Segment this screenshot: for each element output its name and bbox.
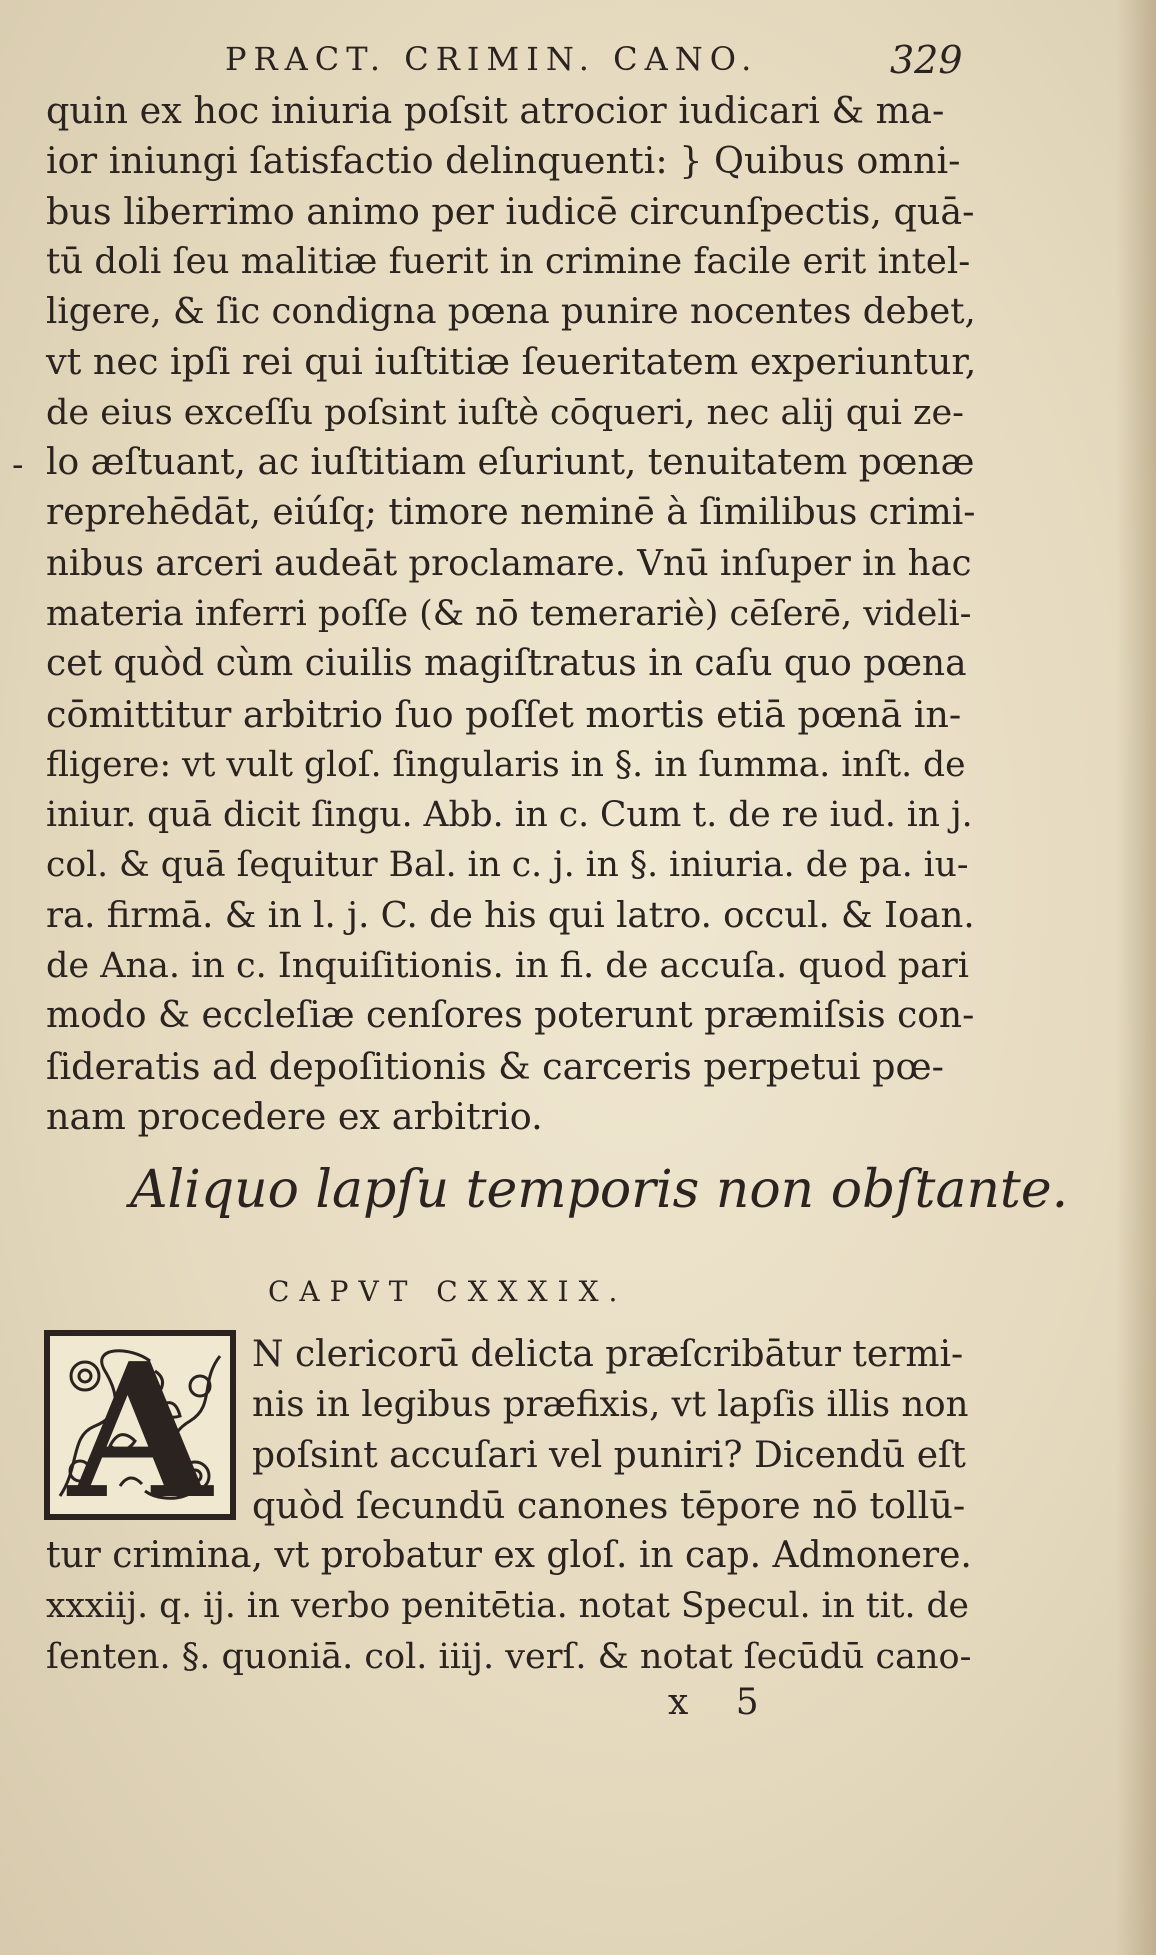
text-line: xxxiij. q. ij. in verbo penitētia. notat Specul. in tit. de	[46, 1586, 969, 1627]
text-line: reprehēdāt, eiúſq; timore neminē à ſimilibus crimi-	[46, 492, 976, 534]
text-line: cōmittitur arbitrio ſuo poſſet mortis etiā pœnā in-	[46, 692, 962, 736]
margin-mark: -	[12, 445, 24, 485]
text-line: cet quòd cùm ciuilis magiſtratus in caſu quo pœna	[46, 643, 967, 685]
page-number: 329	[890, 38, 963, 82]
page-edge-shadow	[1116, 0, 1156, 1955]
text-line: nis in legibus præfixis, vt lapſis illis non	[252, 1384, 969, 1426]
text-line: de eius exceſſu poſsint iuſtè cōqueri, nec alij qui ze-	[46, 392, 964, 433]
text-line: quin ex hoc iniuria poſsit atrocior iudicari & ma-	[46, 89, 945, 132]
text-line: poſsint accuſari vel puniri? Dicendū eſt	[252, 1434, 966, 1476]
initial-letter: A	[68, 1336, 212, 1514]
signature-mark: x 5	[668, 1682, 777, 1723]
text-line: bus liberrimo animo per iudicē circunſpectis, quā-	[46, 189, 975, 233]
text-line: materia inferri poſſe (& nō temerariè) cēſerē, videli-	[46, 593, 972, 634]
text-line: N clericorū delicta præſcribātur termi-	[252, 1334, 964, 1375]
text-line: ior iniungi ſatisfactio delinquenti: } Quibus omni-	[46, 139, 961, 183]
text-line: ra. firmā. & in l. j. C. de his qui latro. occul. & Ioan.	[46, 894, 975, 936]
text-line: ſideratis ad depoſitionis & carceris perpetui pœ-	[46, 1044, 944, 1088]
text-line: lo æſtuant, ac iuſtitiam eſuriunt, tenuitatem pœnæ	[46, 442, 975, 484]
text-line: modo & eccleſiæ cenſores poterunt præmiſsis con-	[46, 995, 975, 1037]
chapter-text	[46, 1531, 976, 1682]
section-subheading: Aliquo lapſu temporis non obſtante.	[130, 1160, 1069, 1220]
text-line: vt nec ipſi rei qui iuſtitiæ ſeueritatem experiuntur,	[46, 340, 977, 384]
text-line: tur crimina, vt probatur ex gloſ. in cap. Admonere.	[46, 1535, 972, 1576]
text-line: ligere, & ſic condigna pœna punire nocentes debet,	[46, 291, 976, 333]
text-line: iniur. quā dicit ſingu. Abb. in c. Cum t. de re iud. in j.	[46, 795, 973, 836]
text-line: ſenten. §. quoniā. col. iiij. verſ. & notat ſecūdū cano-	[46, 1636, 972, 1677]
text-line: fligere: vt vult gloſ. ſingularis in §. in ſumma. inſt. de	[46, 744, 966, 785]
text-line: tū doli ſeu malitiæ fuerit in crimine facile erit intel-	[46, 240, 971, 282]
text-line: quòd ſecundū canones tēpore nō tollū-	[252, 1483, 966, 1527]
text-line: col. & quā ſequitur Bal. in c. j. in §. iniuria. de pa. iu-	[46, 845, 969, 886]
text-line: nibus arceri audeāt proclamare. Vnū inſuper in hac	[46, 542, 972, 584]
running-head: PRACT. CRIMIN. CANO.	[225, 40, 759, 78]
body-text	[46, 86, 976, 1142]
chapter-heading: CAPVT CXXXIX.	[268, 1275, 628, 1308]
text-line: de Ana. in c. Inquiſitionis. in fi. de accuſa. quod pari	[46, 946, 969, 987]
decorated-initial	[44, 1330, 236, 1520]
chapter-text-indented	[252, 1330, 972, 1531]
initial-letter-glyph	[50, 1336, 230, 1514]
text-line: nam procedere ex arbitrio.	[46, 1094, 543, 1138]
